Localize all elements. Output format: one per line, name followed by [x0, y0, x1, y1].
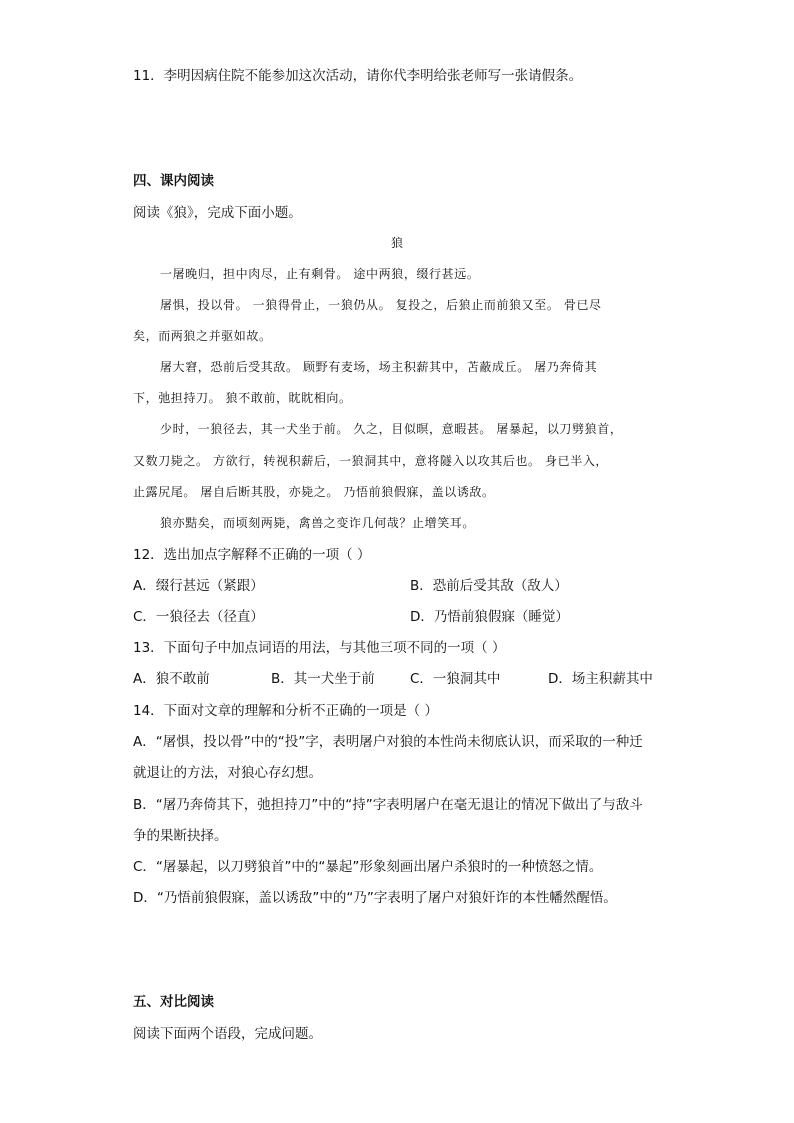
question-13-option-a: A．狼不敢前 — [133, 671, 210, 687]
passage-line: 屠大窘，恐前后受其敌。 顾野有麦场，场主积薪其中，苫蔽成丘。 屠乃奔倚其 — [160, 360, 598, 374]
section-4-intro: 阅读《狼》，完成下面小题。 — [133, 205, 302, 221]
question-12-option-d: D．乃悟前狼假寐（睡觉） — [410, 609, 569, 625]
passage-line: 止露尻尾。 屠自后断其股，亦毙之。 乃悟前狼假寐，盖以诱敌。 — [133, 485, 495, 499]
question-14-option-line: 就退让的方法，对狼心存幻想。 — [133, 765, 322, 781]
passage-line: 矣，而两狼之并驱如故。 — [133, 329, 272, 343]
passage-line: 一屠晚归，担中肉尽，止有剩骨。 途中两狼，缀行甚远。 — [160, 267, 480, 281]
question-13-option-d: D．场主积薪其中 — [548, 671, 653, 687]
question-12-option-a: A．缀行甚远（紧跟） — [133, 578, 264, 594]
question-12-option-b: B．恐前后受其敌（敌人） — [410, 578, 568, 594]
question-13-option-c: C．一狼洞其中 — [410, 671, 501, 687]
question-14-option-line: A．“屠惧，投以骨”中的“投”字，表明屠户对狼的本性尚未彻底认识，而采取的一种迁 — [133, 734, 643, 750]
question-12-stem: 12．选出加点字解释不正确的一项（ ） — [133, 547, 371, 563]
passage-line: 狼亦黠矣，而顷刻两毙，禽兽之变诈几何哉？止增笑耳。 — [160, 516, 476, 530]
passage-line: 少时，一狼径去，其一犬坐于前。 久之，目似暝，意暇甚。 屠暴起，以刀劈狼首， — [160, 422, 623, 436]
question-11: 11．李明因病住院不能参加这次活动，请你代李明给张老师写一张请假条。 — [133, 68, 583, 84]
section-5-heading: 五、对比阅读 — [133, 994, 214, 1010]
question-14-stem: 14．下面对文章的理解和分析不正确的一项是（ ） — [133, 703, 438, 719]
question-12-option-c: C．一狼径去（径直） — [133, 609, 264, 625]
passage-line: 又数刀毙之。 方欲行，转视积薪后，一狼洞其中，意将隧入以攻其后也。 身已半入， — [133, 454, 609, 468]
passage-line: 屠惧，投以骨。 一狼得骨止，一狼仍从。 复投之，后狼止而前狼又至。 骨已尽 — [160, 298, 602, 312]
section-4-heading: 四、课内阅读 — [133, 173, 214, 189]
passage-title: 狼 — [390, 236, 403, 250]
question-14-option-line: D．“乃悟前狼假寐，盖以诱敌”中的“乃”字表明了屠户对狼奸诈的本性幡然醒悟。 — [133, 890, 617, 906]
section-5-intro: 阅读下面两个语段，完成问题。 — [133, 1026, 322, 1042]
question-14-option-line: 争的果断抉择。 — [133, 828, 228, 844]
question-13-option-b: B．其一犬坐于前 — [271, 671, 375, 687]
passage-line: 下，弛担持刀。 狼不敢前，眈眈相向。 — [133, 391, 352, 405]
question-14-option-line: B．“屠乃奔倚其下，弛担持刀”中的“持”字表明屠户在毫无退让的情况下做出了与敌斗 — [133, 797, 643, 813]
question-13-stem: 13．下面句子中加点词语的用法，与其他三项不同的一项（ ） — [133, 640, 506, 656]
question-14-option-line: C．“屠暴起，以刀劈狼首”中的“暴起”形象刻画出屠户杀狼时的一种愤怒之情。 — [133, 859, 603, 875]
